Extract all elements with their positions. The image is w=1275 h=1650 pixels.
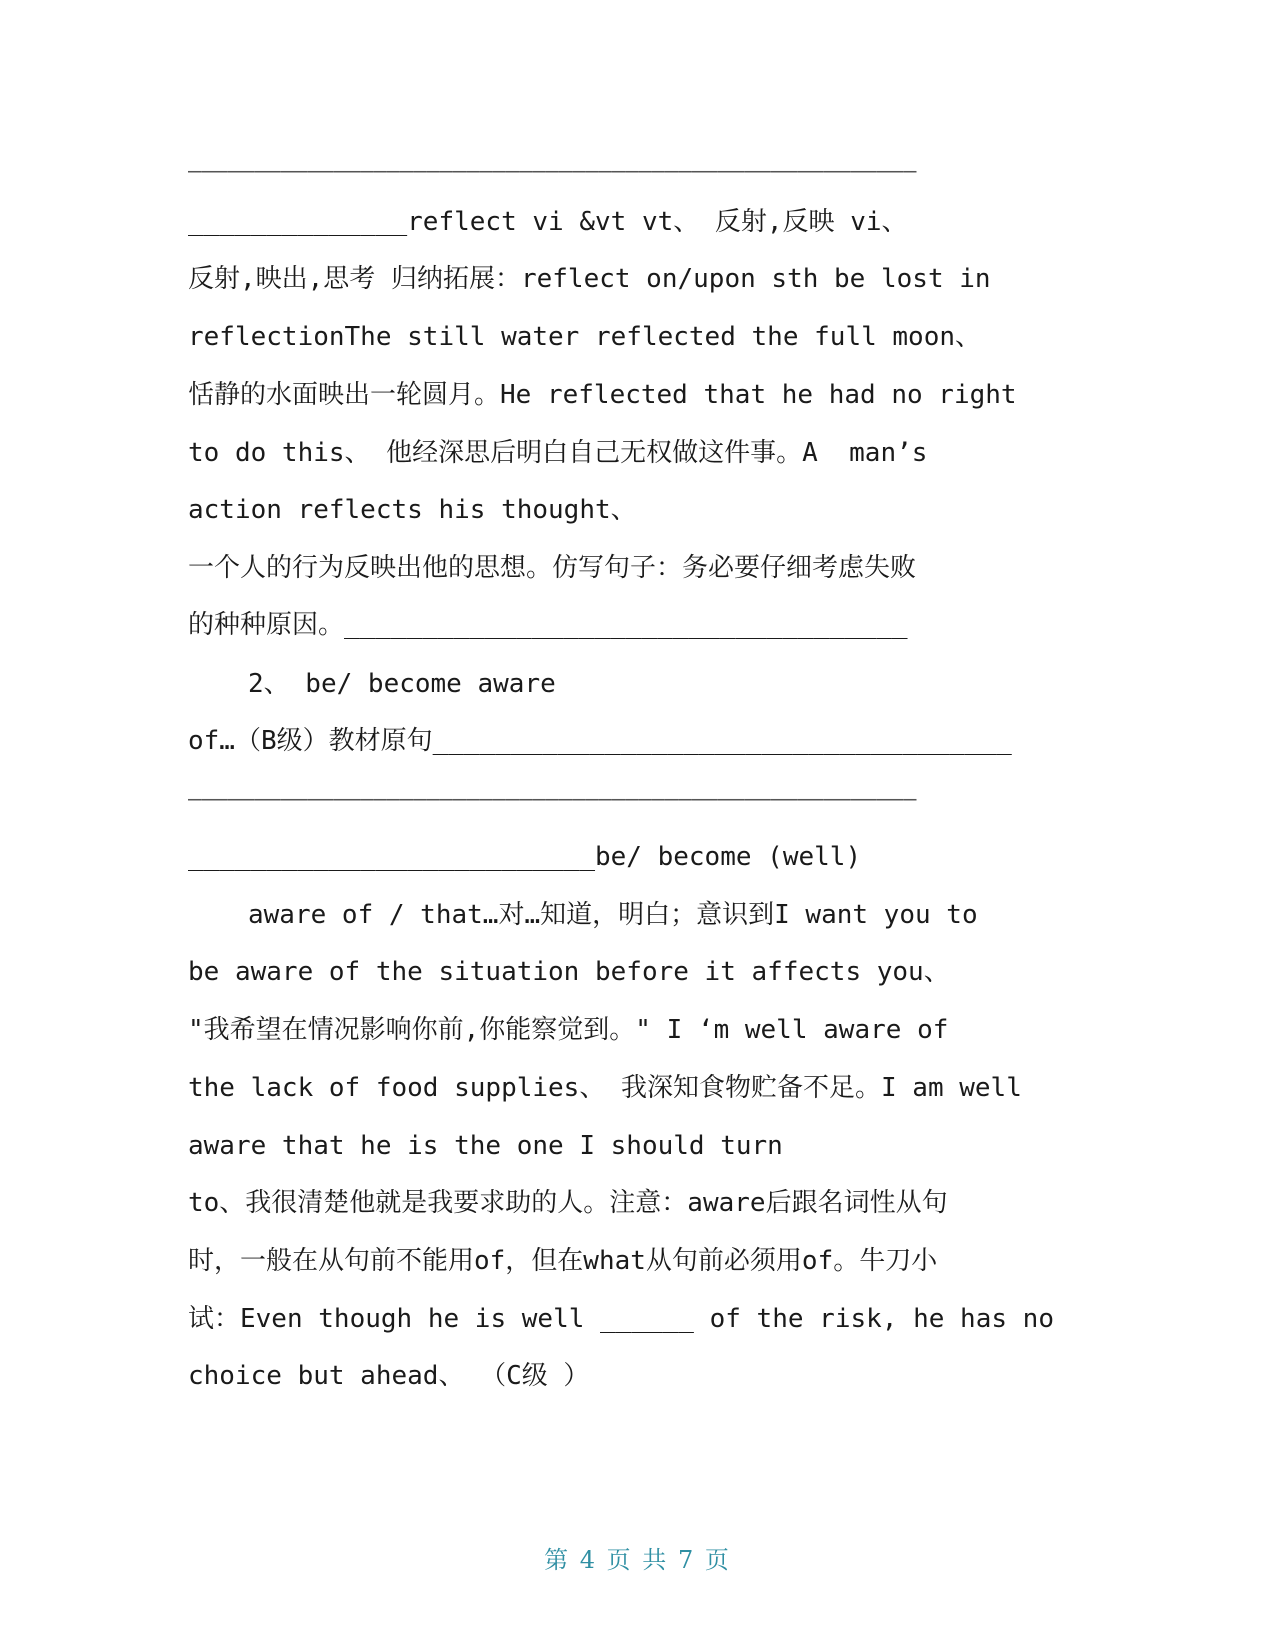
text-line-19: to、我很清楚他就是我要求助的人。注意：aware后跟名词性从句: [188, 1188, 948, 1218]
text-line-7: action reflects his thought、: [188, 495, 637, 525]
text-line-8: 一个人的行为反映出他的思想。仿写句子：务必要仔细考虑失败: [188, 553, 917, 583]
item-heading-2: 2、 be/ become aware: [248, 669, 556, 699]
text-line-3: 反射,映出,思考 归纳拓展：reflect on/upon sth be lost in: [188, 264, 991, 294]
text-line-1: ———————————————————————————————————————————————————————: [188, 159, 917, 184]
text-line-6: to do this、 他经深思后明白自己无权做这件事。A man’s: [188, 438, 928, 468]
text-line-15: be aware of the situation before it affects you、: [188, 957, 950, 987]
text-line-11: of…（B级）教材原句_____________________________________: [188, 726, 1012, 756]
text-line-18: aware that he is the one I should turn: [188, 1131, 783, 1161]
text-line-12: ———————————————————————————————————————————————————————: [188, 787, 917, 812]
text-line-22: choice but ahead、 （C级 ）: [188, 1361, 590, 1391]
text-line-2: ______________reflect vi &vt vt、 反射,反映 vi、: [188, 207, 908, 237]
text-line-9: 的种种原因。____________________________________: [188, 610, 908, 640]
text-line-21: 试：Even though he is well ______ of the risk, he has no: [188, 1304, 1054, 1334]
text-line-16: "我希望在情况影响你前,你能察觉到。" I ‘m well aware of: [188, 1015, 949, 1045]
text-line-14: aware of / that…对…知道，明白；意识到I want you to: [248, 900, 978, 930]
text-line-17: the lack of food supplies、 我深知食物贮备不足。I am well: [188, 1073, 1022, 1103]
text-line-13: __________________________be/ become (well): [188, 842, 862, 872]
text-line-5: 恬静的水面映出一轮圆月。He reflected that he had no right: [188, 380, 1017, 410]
text-line-4: reflectionThe still water reflected the full moon、: [188, 322, 982, 352]
text-line-20: 时，一般在从句前不能用of，但在what从句前必须用of。牛刀小: [188, 1246, 938, 1276]
page-footer: 第 4 页 共 7 页: [544, 1546, 731, 1574]
